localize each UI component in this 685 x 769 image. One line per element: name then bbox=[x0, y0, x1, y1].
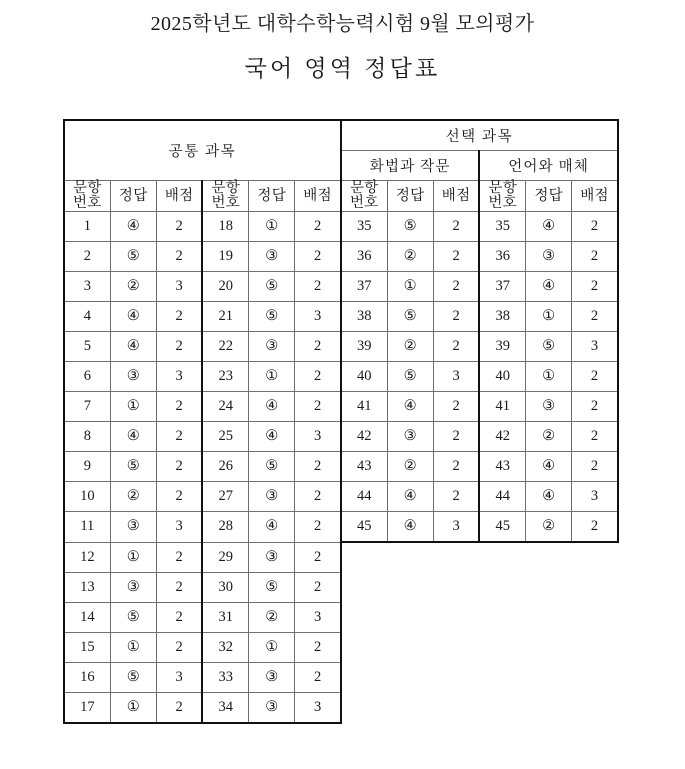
cell-points: 2 bbox=[572, 272, 618, 302]
table-row bbox=[64, 542, 618, 572]
cell-question-no: 45 bbox=[479, 512, 525, 543]
table-row bbox=[64, 332, 618, 362]
cell-answer: ① bbox=[110, 632, 156, 662]
cell-question-no: 30 bbox=[202, 572, 248, 602]
cell-points: 2 bbox=[156, 482, 202, 512]
cell-question-no: 41 bbox=[341, 392, 387, 422]
table-row bbox=[64, 602, 618, 632]
cell-points: 2 bbox=[295, 272, 341, 302]
empty-cell bbox=[526, 602, 572, 632]
cell-points: 3 bbox=[295, 692, 341, 723]
cell-question-no: 39 bbox=[479, 332, 525, 362]
cell-question-no: 6 bbox=[64, 362, 110, 392]
table-row bbox=[64, 362, 618, 392]
col-header-question-no-line1: 문항 bbox=[73, 180, 102, 196]
cell-points: 2 bbox=[295, 332, 341, 362]
col-header-question-no-line2: 번호 bbox=[211, 195, 241, 211]
col-header-question-no bbox=[341, 181, 387, 212]
group-header-elective: 선택 과목 bbox=[341, 120, 618, 151]
cell-question-no: 25 bbox=[202, 422, 248, 452]
empty-cell bbox=[433, 662, 479, 692]
cell-answer: ④ bbox=[526, 212, 572, 242]
cell-answer: ⑤ bbox=[526, 332, 572, 362]
col-header-question-no-line1: 문항 bbox=[211, 180, 241, 196]
cell-points: 3 bbox=[433, 512, 479, 543]
cell-question-no: 36 bbox=[341, 242, 387, 272]
cell-points: 2 bbox=[156, 692, 202, 723]
cell-points: 3 bbox=[295, 602, 341, 632]
exam-title: 2025학년도 대학수학능력시험 9월 모의평가 bbox=[150, 13, 535, 35]
cell-answer: ⑤ bbox=[110, 452, 156, 482]
cell-points: 3 bbox=[295, 422, 341, 452]
cell-question-no: 1 bbox=[64, 212, 110, 242]
cell-points: 2 bbox=[572, 422, 618, 452]
cell-points: 2 bbox=[433, 392, 479, 422]
empty-cell bbox=[341, 602, 387, 632]
answer-table-wrap bbox=[63, 119, 617, 724]
cell-question-no: 17 bbox=[64, 692, 110, 723]
cell-question-no: 40 bbox=[479, 362, 525, 392]
empty-cell bbox=[526, 632, 572, 662]
cell-question-no: 3 bbox=[64, 272, 110, 302]
col-header-question-no-line1: 문항 bbox=[488, 180, 518, 196]
cell-answer: ④ bbox=[249, 392, 295, 422]
cell-points: 2 bbox=[295, 242, 341, 272]
empty-cell bbox=[387, 542, 433, 572]
cell-answer: ⑤ bbox=[110, 242, 156, 272]
cell-answer: ⑤ bbox=[249, 452, 295, 482]
cell-answer: ⑤ bbox=[249, 572, 295, 602]
empty-cell bbox=[387, 662, 433, 692]
cell-points: 2 bbox=[156, 242, 202, 272]
empty-cell bbox=[387, 692, 433, 723]
cell-points: 2 bbox=[433, 302, 479, 332]
table-row bbox=[64, 392, 618, 422]
cell-question-no: 4 bbox=[64, 302, 110, 332]
cell-answer: ④ bbox=[249, 512, 295, 543]
cell-points: 2 bbox=[433, 272, 479, 302]
col-header-answer: 정답 bbox=[249, 181, 295, 212]
cell-points: 2 bbox=[433, 422, 479, 452]
cell-answer: ① bbox=[526, 302, 572, 332]
table-row bbox=[64, 482, 618, 512]
cell-answer: ③ bbox=[110, 572, 156, 602]
cell-question-no: 33 bbox=[202, 662, 248, 692]
col-header-question-no bbox=[479, 181, 525, 212]
cell-points: 2 bbox=[433, 482, 479, 512]
cell-points: 2 bbox=[156, 392, 202, 422]
cell-answer: ② bbox=[249, 602, 295, 632]
cell-points: 2 bbox=[433, 242, 479, 272]
col-header-question-no bbox=[64, 181, 110, 212]
cell-points: 2 bbox=[156, 602, 202, 632]
cell-question-no: 26 bbox=[202, 452, 248, 482]
cell-question-no: 24 bbox=[202, 392, 248, 422]
cell-points: 2 bbox=[295, 662, 341, 692]
cell-points: 2 bbox=[572, 212, 618, 242]
cell-points: 2 bbox=[572, 512, 618, 543]
cell-answer: ③ bbox=[249, 482, 295, 512]
cell-answer: ② bbox=[526, 512, 572, 543]
cell-question-no: 11 bbox=[64, 512, 110, 543]
cell-question-no: 21 bbox=[202, 302, 248, 332]
cell-points: 2 bbox=[572, 242, 618, 272]
cell-question-no: 44 bbox=[341, 482, 387, 512]
cell-answer: ② bbox=[387, 242, 433, 272]
cell-question-no: 35 bbox=[341, 212, 387, 242]
cell-points: 2 bbox=[156, 452, 202, 482]
cell-question-no: 39 bbox=[341, 332, 387, 362]
empty-cell bbox=[479, 542, 525, 572]
cell-question-no: 27 bbox=[202, 482, 248, 512]
empty-cell bbox=[433, 542, 479, 572]
cell-question-no: 12 bbox=[64, 542, 110, 572]
cell-question-no: 28 bbox=[202, 512, 248, 543]
empty-cell bbox=[526, 572, 572, 602]
cell-answer: ④ bbox=[110, 422, 156, 452]
cell-answer: ④ bbox=[387, 482, 433, 512]
group-header-common: 공통 과목 bbox=[64, 120, 341, 181]
subject-header-hwabeop-jakmun: 화법과 작문 bbox=[341, 151, 479, 181]
cell-question-no: 9 bbox=[64, 452, 110, 482]
header-row-columns bbox=[64, 181, 618, 212]
cell-answer: ③ bbox=[249, 692, 295, 723]
empty-cell bbox=[433, 572, 479, 602]
cell-answer: ⑤ bbox=[110, 602, 156, 632]
cell-question-no: 23 bbox=[202, 362, 248, 392]
col-header-question-no bbox=[202, 181, 248, 212]
empty-cell bbox=[572, 572, 618, 602]
empty-cell bbox=[341, 632, 387, 662]
cell-question-no: 18 bbox=[202, 212, 248, 242]
cell-points: 3 bbox=[156, 362, 202, 392]
empty-cell bbox=[341, 542, 387, 572]
empty-cell bbox=[387, 632, 433, 662]
cell-points: 2 bbox=[156, 632, 202, 662]
cell-points: 2 bbox=[295, 482, 341, 512]
cell-question-no: 29 bbox=[202, 542, 248, 572]
cell-points: 2 bbox=[433, 212, 479, 242]
cell-points: 2 bbox=[295, 212, 341, 242]
cell-answer: ① bbox=[249, 632, 295, 662]
cell-points: 3 bbox=[572, 482, 618, 512]
table-row bbox=[64, 452, 618, 482]
cell-answer: ④ bbox=[110, 212, 156, 242]
cell-answer: ② bbox=[387, 332, 433, 362]
cell-points: 2 bbox=[156, 542, 202, 572]
page-title: 국어 영역 정답표 bbox=[244, 56, 441, 81]
header-row-group bbox=[64, 120, 618, 151]
cell-points: 2 bbox=[295, 362, 341, 392]
col-header-answer: 정답 bbox=[110, 181, 156, 212]
cell-points: 2 bbox=[572, 302, 618, 332]
cell-question-no: 37 bbox=[341, 272, 387, 302]
cell-answer: ④ bbox=[387, 392, 433, 422]
cell-answer: ④ bbox=[110, 302, 156, 332]
cell-points: 2 bbox=[295, 392, 341, 422]
cell-answer: ① bbox=[249, 362, 295, 392]
empty-cell bbox=[572, 662, 618, 692]
col-header-points: 배점 bbox=[433, 181, 479, 212]
cell-answer: ③ bbox=[526, 242, 572, 272]
cell-answer: ④ bbox=[526, 482, 572, 512]
empty-cell bbox=[572, 632, 618, 662]
cell-answer: ② bbox=[526, 422, 572, 452]
cell-question-no: 42 bbox=[479, 422, 525, 452]
table-row bbox=[64, 632, 618, 662]
cell-question-no: 42 bbox=[341, 422, 387, 452]
cell-points: 2 bbox=[156, 572, 202, 602]
cell-answer: ⑤ bbox=[387, 362, 433, 392]
cell-question-no: 16 bbox=[64, 662, 110, 692]
cell-question-no: 5 bbox=[64, 332, 110, 362]
cell-answer: ① bbox=[110, 392, 156, 422]
table-row bbox=[64, 302, 618, 332]
subject-header-eoneo-maeche: 언어와 매체 bbox=[479, 151, 617, 181]
cell-question-no: 36 bbox=[479, 242, 525, 272]
cell-answer: ① bbox=[526, 362, 572, 392]
cell-question-no: 20 bbox=[202, 272, 248, 302]
empty-cell bbox=[433, 632, 479, 662]
table-row bbox=[64, 422, 618, 452]
cell-answer: ② bbox=[110, 482, 156, 512]
cell-points: 2 bbox=[572, 392, 618, 422]
cell-question-no: 43 bbox=[479, 452, 525, 482]
cell-points: 3 bbox=[156, 512, 202, 543]
empty-cell bbox=[433, 692, 479, 723]
empty-cell bbox=[526, 542, 572, 572]
cell-question-no: 38 bbox=[341, 302, 387, 332]
cell-answer: ⑤ bbox=[249, 272, 295, 302]
empty-cell bbox=[479, 662, 525, 692]
empty-cell bbox=[341, 692, 387, 723]
cell-question-no: 37 bbox=[479, 272, 525, 302]
answer-key-table bbox=[63, 119, 619, 724]
cell-points: 2 bbox=[572, 452, 618, 482]
col-header-points: 배점 bbox=[156, 181, 202, 212]
empty-cell bbox=[387, 602, 433, 632]
cell-answer: ③ bbox=[110, 362, 156, 392]
cell-answer: ① bbox=[110, 692, 156, 723]
empty-cell bbox=[341, 662, 387, 692]
cell-points: 3 bbox=[156, 272, 202, 302]
col-header-question-no-line2: 번호 bbox=[488, 195, 518, 211]
cell-answer: ④ bbox=[110, 332, 156, 362]
cell-question-no: 35 bbox=[479, 212, 525, 242]
cell-points: 2 bbox=[572, 362, 618, 392]
cell-question-no: 13 bbox=[64, 572, 110, 602]
table-row bbox=[64, 512, 618, 543]
cell-points: 2 bbox=[295, 452, 341, 482]
cell-answer: ② bbox=[110, 272, 156, 302]
cell-points: 3 bbox=[156, 662, 202, 692]
table-row bbox=[64, 272, 618, 302]
cell-question-no: 38 bbox=[479, 302, 525, 332]
empty-cell bbox=[572, 602, 618, 632]
col-header-answer: 정답 bbox=[526, 181, 572, 212]
empty-cell bbox=[526, 662, 572, 692]
cell-question-no: 22 bbox=[202, 332, 248, 362]
cell-points: 2 bbox=[295, 542, 341, 572]
cell-answer: ④ bbox=[526, 272, 572, 302]
cell-points: 2 bbox=[156, 332, 202, 362]
empty-cell bbox=[479, 572, 525, 602]
cell-answer: ③ bbox=[249, 542, 295, 572]
cell-points: 3 bbox=[433, 362, 479, 392]
cell-answer: ⑤ bbox=[387, 302, 433, 332]
table-row bbox=[64, 572, 618, 602]
cell-answer: ① bbox=[387, 272, 433, 302]
col-header-question-no-line2: 번호 bbox=[73, 195, 102, 211]
cell-question-no: 45 bbox=[341, 512, 387, 543]
table-row bbox=[64, 242, 618, 272]
cell-question-no: 31 bbox=[202, 602, 248, 632]
cell-answer: ⑤ bbox=[249, 302, 295, 332]
cell-points: 2 bbox=[156, 212, 202, 242]
cell-question-no: 19 bbox=[202, 242, 248, 272]
cell-points: 2 bbox=[295, 632, 341, 662]
cell-question-no: 32 bbox=[202, 632, 248, 662]
col-header-question-no-line1: 문항 bbox=[349, 180, 379, 196]
cell-answer: ③ bbox=[110, 512, 156, 543]
empty-cell bbox=[572, 542, 618, 572]
cell-points: 2 bbox=[433, 452, 479, 482]
cell-question-no: 41 bbox=[479, 392, 525, 422]
cell-question-no: 43 bbox=[341, 452, 387, 482]
empty-cell bbox=[479, 692, 525, 723]
cell-question-no: 8 bbox=[64, 422, 110, 452]
cell-answer: ③ bbox=[526, 392, 572, 422]
empty-cell bbox=[526, 692, 572, 723]
cell-answer: ④ bbox=[387, 512, 433, 543]
col-header-answer: 정답 bbox=[387, 181, 433, 212]
cell-question-no: 15 bbox=[64, 632, 110, 662]
cell-question-no: 40 bbox=[341, 362, 387, 392]
col-header-points: 배점 bbox=[295, 181, 341, 212]
cell-points: 2 bbox=[295, 572, 341, 602]
cell-question-no: 10 bbox=[64, 482, 110, 512]
cell-question-no: 7 bbox=[64, 392, 110, 422]
cell-answer: ④ bbox=[526, 452, 572, 482]
col-header-question-no-line2: 번호 bbox=[349, 195, 379, 211]
cell-answer: ④ bbox=[249, 422, 295, 452]
table-row bbox=[64, 212, 618, 242]
cell-question-no: 44 bbox=[479, 482, 525, 512]
cell-answer: ③ bbox=[249, 662, 295, 692]
cell-points: 3 bbox=[295, 302, 341, 332]
cell-question-no: 34 bbox=[202, 692, 248, 723]
cell-answer: ⑤ bbox=[110, 662, 156, 692]
cell-answer: ② bbox=[387, 452, 433, 482]
cell-points: 2 bbox=[156, 302, 202, 332]
cell-question-no: 2 bbox=[64, 242, 110, 272]
table-row bbox=[64, 692, 618, 723]
empty-cell bbox=[433, 602, 479, 632]
cell-points: 2 bbox=[433, 332, 479, 362]
empty-cell bbox=[341, 572, 387, 602]
cell-points: 2 bbox=[295, 512, 341, 543]
cell-answer: ① bbox=[110, 542, 156, 572]
empty-cell bbox=[572, 692, 618, 723]
cell-answer: ① bbox=[249, 212, 295, 242]
cell-answer: ⑤ bbox=[387, 212, 433, 242]
empty-cell bbox=[479, 632, 525, 662]
cell-question-no: 14 bbox=[64, 602, 110, 632]
cell-points: 3 bbox=[572, 332, 618, 362]
col-header-points: 배점 bbox=[572, 181, 618, 212]
cell-answer: ③ bbox=[249, 242, 295, 272]
table-row bbox=[64, 662, 618, 692]
cell-points: 2 bbox=[156, 422, 202, 452]
cell-answer: ③ bbox=[387, 422, 433, 452]
empty-cell bbox=[387, 572, 433, 602]
empty-cell bbox=[479, 602, 525, 632]
cell-answer: ③ bbox=[249, 332, 295, 362]
